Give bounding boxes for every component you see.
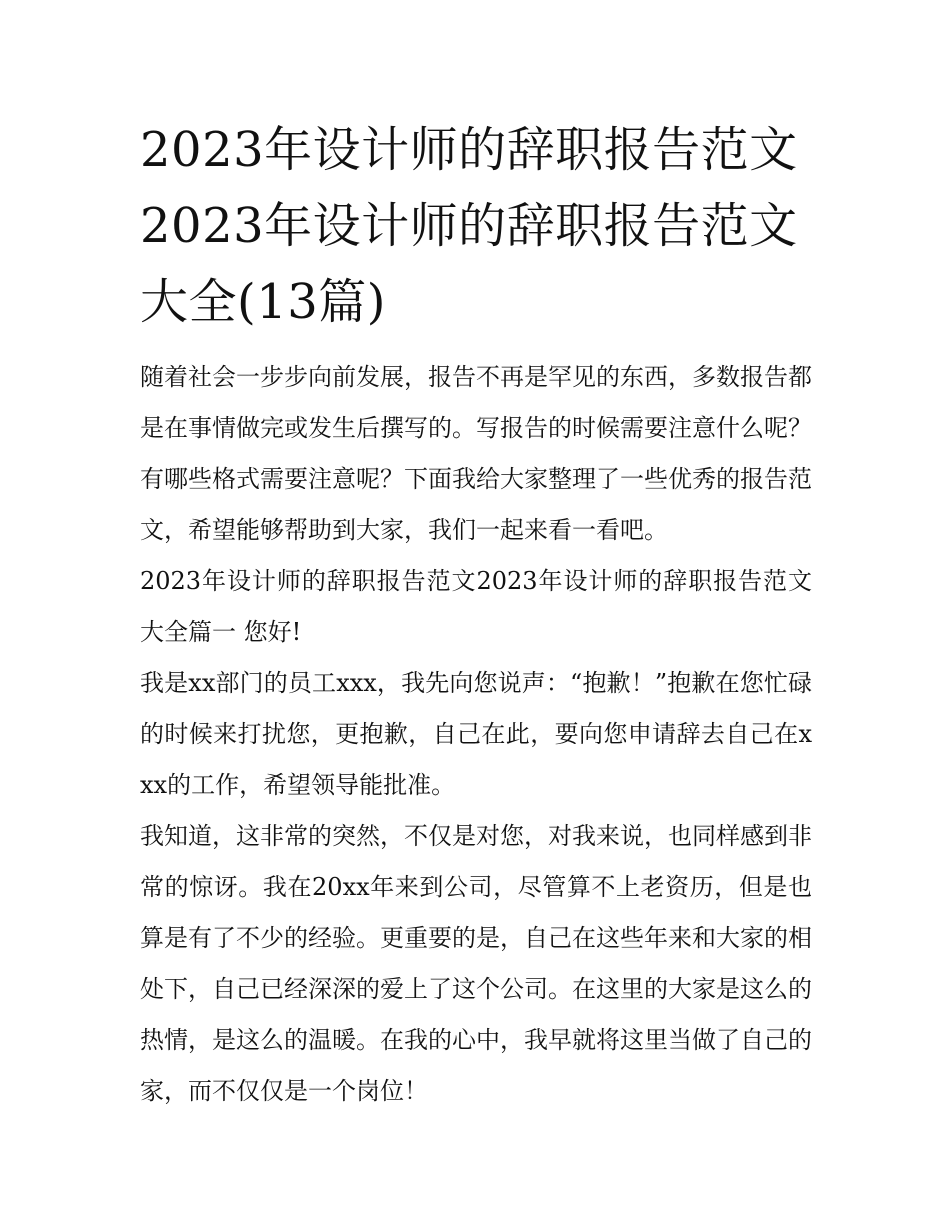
reason-paragraph: 我知道，这非常的突然，不仅是对您，对我来说，也同样感到非常的惊讶。我在20xx年来到公司，尽管算不上老资历，但是也算是有了不少的经验。更重要的是，自己在这些年来和大家的相处下，自己已经深深的爱上了这个公司。在这里的大家是这么的热情，是这么的温暖。在我的心中，我早就将这里当做了自己的家，而不仅仅是一个岗位！ — [140, 822, 812, 1105]
section-heading-paragraph: 2023年设计师的辞职报告范文2023年设计师的辞职报告范文大全篇一 您好! — [140, 567, 812, 646]
document-page — [140, 112, 812, 1117]
title-line-2: 2023年设计师的辞职报告范文 — [140, 198, 798, 254]
document-title — [140, 112, 812, 340]
document-body — [140, 352, 812, 1117]
title-line-1: 2023年设计师的辞职报告范文 — [140, 122, 798, 178]
title-line-3: 大全(13篇) — [140, 274, 387, 330]
intro-paragraph: 随着社会一步步向前发展，报告不再是罕见的东西，多数报告都是在事情做完或发生后撰写的。写报告的时候需要注意什么呢？有哪些格式需要注意呢？下面我给大家整理了一些优秀的报告范文，希望能够帮助到大家，我们一起来看一看吧。 — [140, 363, 812, 544]
apology-paragraph: 我是xx部门的员工xxx，我先向您说声：“抱歉！”抱歉在您忙碌的时候来打扰您，更抱歉，自己在此，要向您申请辞去自己在xxx的工作，希望领导能批准。 — [140, 669, 812, 799]
